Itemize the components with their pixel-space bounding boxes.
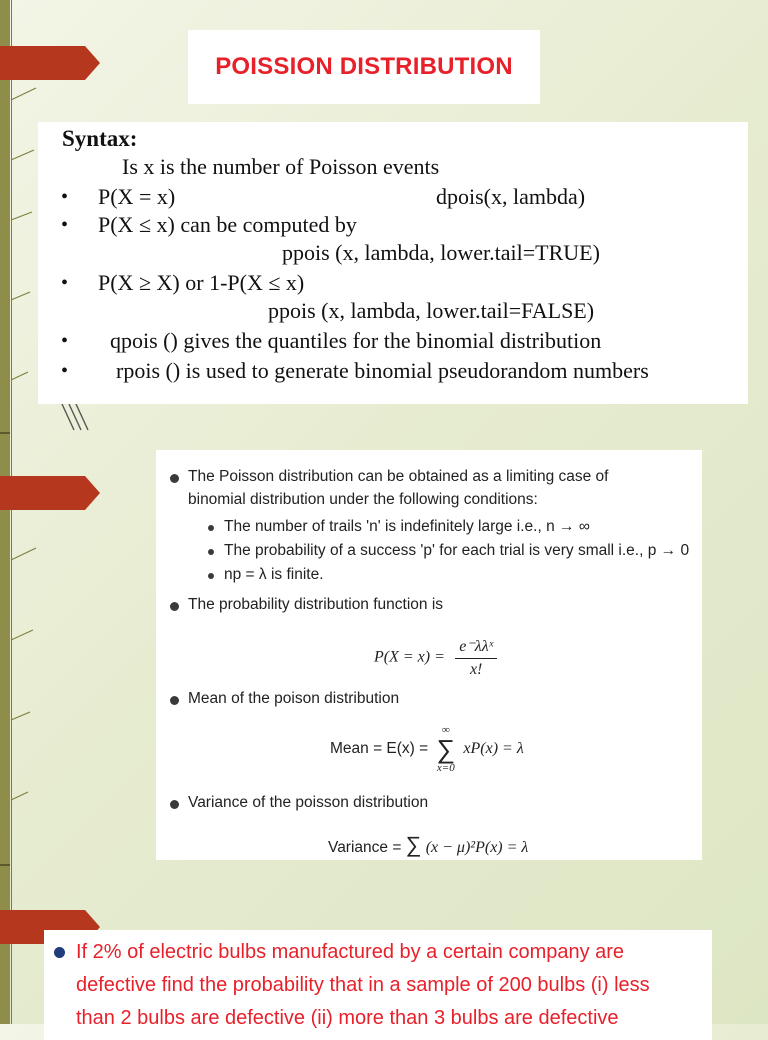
pdf-lhs: P(X = x) = [374,648,445,666]
bullet-dot [170,800,179,809]
bullet: • [61,214,69,236]
sub-bullet-dot [208,549,214,555]
sum-upper-limit: ∞ [441,724,450,736]
sub-bullet-dot [208,525,214,531]
arrow-marker [0,46,100,80]
condition-text: np = λ is finite. [224,566,324,583]
condition-text: The number of trails 'n' is indefinitely large i.e., n → ∞ [224,518,590,535]
mean-formula [330,724,524,774]
syntax-code: ppois (x, lambda, lower.tail=TRUE) [282,240,600,265]
mean-rhs: xP(x) = λ [463,740,524,757]
pdf-denominator: x! [469,661,483,678]
syntax-line: Is x is the number of Poisson events [122,154,440,179]
mean-label: Mean of the poison distribution [188,690,400,707]
syntax-code: dpois(x, lambda) [436,184,586,209]
sigma-glyph: ∑ [436,734,456,764]
title-box [188,30,540,104]
mean-lhs: Mean = E(x) = [330,740,429,757]
intro-text: The Poisson distribution can be obtained as a limiting case of [188,468,609,485]
problem-text: defective find the probability that in a sample of 200 bulbs (i) less [76,974,650,996]
syntax-box [38,122,748,404]
problem-text: than 2 bulbs are defective (ii) more than 3 bulbs are defective [76,1007,619,1029]
syntax-line: P(X ≥ X) or 1-P(X ≤ x) [98,270,305,295]
slide-title: POISSION DISTRIBUTION [215,53,513,80]
variance-rhs: (x − μ)²P(x) = λ [425,839,529,856]
bullet: • [61,360,69,382]
sigma-glyph: ∑ [405,832,422,857]
pdf-formula [374,636,497,679]
bullet: • [61,272,69,294]
variance-lhs: Variance = [328,839,402,856]
leaf-decoration [0,0,40,1024]
syntax-line: qpois () gives the quantiles for the binomial distribution [110,328,602,353]
bullet-dot [54,947,65,958]
syntax-code: ppois (x, lambda, lower.tail=FALSE) [268,298,595,323]
slide-separator [0,864,10,866]
bullet-dot [170,696,179,705]
condition-text: The probability of a success 'p' for each trial is very small i.e., p → 0 [224,542,690,559]
pdf-fraction [455,636,497,679]
bullet: • [61,330,69,352]
variance-formula [328,832,528,858]
syntax-heading: Syntax: [62,126,138,151]
sum-lower-limit: x=0 [436,762,455,774]
syntax-line: P(X ≤ x) can be computed by [98,212,357,237]
variance-label: Variance of the poisson distribution [188,794,429,811]
pdf-label: The probability distribution function is [188,596,444,613]
bullet: • [61,186,69,208]
bullet-dot [170,474,179,483]
problem-text: If 2% of electric bulbs manufactured by a certain company are [76,941,625,963]
sub-bullet-dot [208,573,214,579]
arrow-marker [0,476,100,510]
poisson-box [156,450,702,860]
intro-text: binomial distribution under the following conditions: [188,491,538,508]
slide-separator [0,432,10,434]
pdf-numerator: e⁻λλˣ [455,636,497,659]
bullet-dot [170,602,179,611]
hatch-decoration [60,402,100,432]
syntax-line: P(X = x) [98,184,176,209]
sum-symbol [437,724,456,774]
syntax-line: rpois () is used to generate binomial pseudorandom numbers [116,358,649,383]
